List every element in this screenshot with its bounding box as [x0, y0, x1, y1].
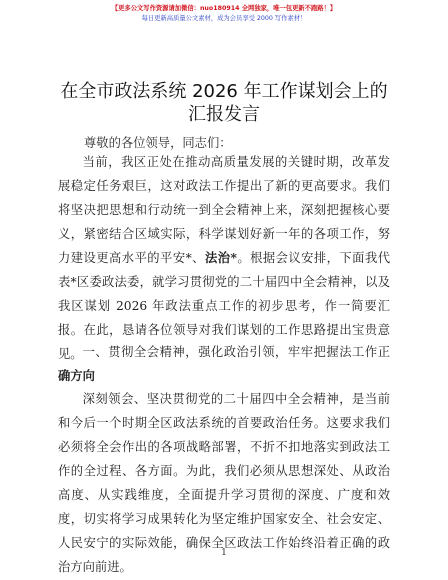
paragraph-intro [58, 150, 390, 366]
promo-banner-line-2: 每日更新高质量公文素材，成为会员享受 2000 写作素材！ [141, 15, 307, 22]
promo-banner-line-1: 【更多公文写作资源请加微信：nuo180914 全网独家，唯一包更新不跑路！】 [111, 5, 337, 12]
promo-banner [0, 4, 448, 24]
paragraph-section-1: 深刻领会、坚决贯彻党的二十届四中全会精神，是当前和今后一个时期全区政法系统的首要政治任务。这要求我们必须将全会作出的各项战略部署，不折不扣地落实到政法工作的全过程、各方面。为此，我们必须从思想深处、从政治高度、从实践维度，全面提升学习贯彻的深度、广度和效度，切实将学习成果转化为坚定维护国家安全、社会安定、人民安宁的实际效能，确保全区政法工作始终沿着正确的政治方向前进。 [58, 392, 390, 574]
section-heading-1-text: 一、贯彻全会精神，强化政治引领，牢牢把握法工作正 [82, 345, 390, 359]
paragraph-intro-text-b: 。根据会议安排，下面我代表*区委政法委，就学习贯彻党的二十届四中全会精神，以及我区谋划 2026 年政法重点工作的初步思考，作一简要汇报。在此，恳请各位领导对我们谋划的工作思路提出宝贵意见。 [58, 251, 390, 361]
paragraph-intro-bold: 法治* [204, 250, 237, 265]
page-number: 1 [221, 548, 227, 558]
greeting: 尊敬的各位领导，同志们： [84, 136, 232, 150]
section-heading-1 [58, 340, 390, 388]
document-title: 在全市政法系统 2026 年工作谋划会上的汇报发言 [60, 81, 388, 125]
paragraph-intro-text-a: 当前，我区正处在推动高质量发展的关键时期，改革发展稳定任务艰巨，这对政法工作提出了新的更高要求。我们将坚决把思想和行动统一到全会精神上来，深刻把握核心要义，紧密结合区域实际，科学谋划好新一年的各项工作，努力建设更高水平的平安*、 [58, 155, 390, 265]
section-heading-1-bold: 确方向 [58, 368, 95, 383]
